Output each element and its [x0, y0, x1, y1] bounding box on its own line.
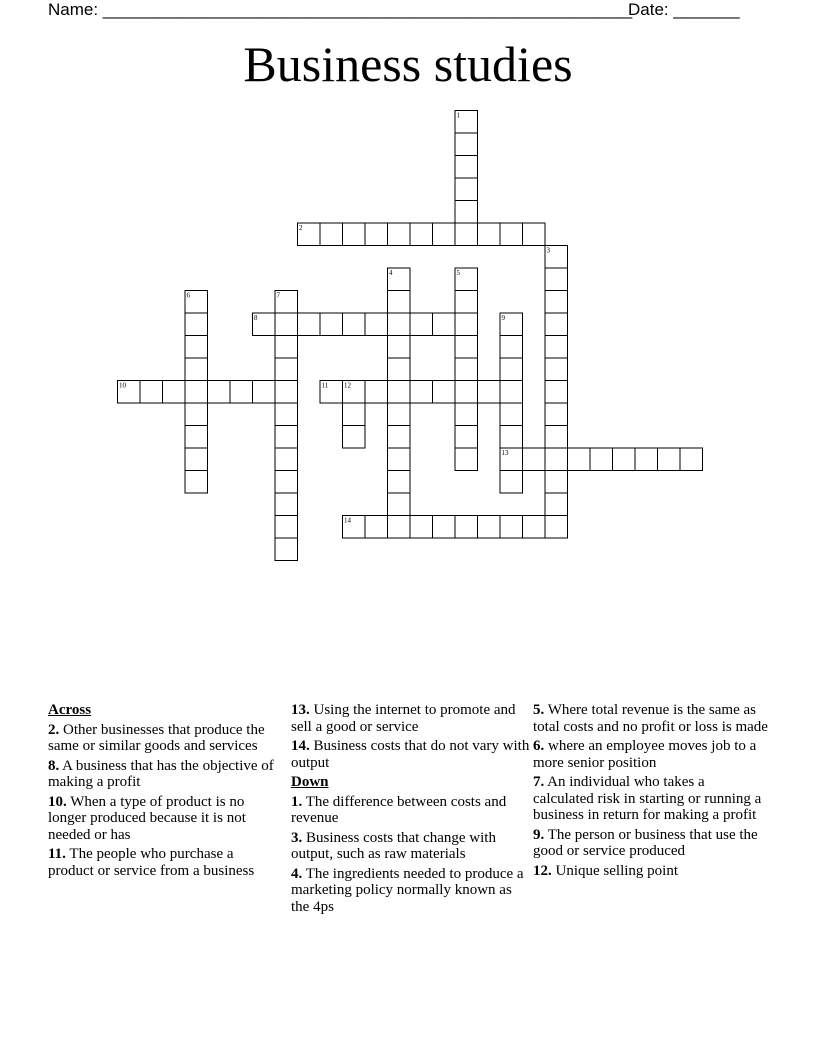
cell-number: 3 [546, 246, 550, 255]
clues-column-3 [533, 702, 769, 882]
grid-cell[interactable] [455, 516, 478, 539]
grid-cell[interactable] [140, 381, 163, 404]
grid-cell[interactable] [388, 403, 411, 426]
grid-cell[interactable] [545, 291, 568, 314]
grid-cell[interactable] [275, 538, 298, 561]
clue-text: A business that has the objective of making a profit [48, 757, 274, 790]
name-field-label: Name: ________________________________________________________ [48, 0, 633, 19]
clue-down-6 [533, 738, 769, 771]
grid-cell[interactable] [523, 448, 546, 471]
clue-text: Other businesses that produce the same or similar goods and services [48, 721, 265, 754]
grid-cell[interactable] [613, 448, 636, 471]
grid-cell[interactable] [455, 201, 478, 224]
clues-column-2 [291, 702, 531, 918]
grid-cell[interactable] [275, 358, 298, 381]
grid-cell[interactable] [568, 448, 591, 471]
clue-down-5 [533, 702, 769, 735]
grid-cell[interactable] [388, 493, 411, 516]
clue-down-12 [533, 863, 769, 880]
clue-number: 11. [48, 846, 66, 862]
clue-across-14 [291, 738, 531, 771]
grid-cell[interactable] [298, 313, 321, 336]
grid-cell[interactable] [388, 313, 411, 336]
grid-cell[interactable] [455, 448, 478, 471]
grid-cell[interactable] [545, 358, 568, 381]
grid-cell[interactable] [388, 381, 411, 404]
grid-cell[interactable] [410, 381, 433, 404]
grid-cell[interactable] [680, 448, 703, 471]
clue-text: Business costs that change with output, such as raw materials [291, 829, 496, 862]
grid-cell[interactable] [478, 223, 501, 246]
cell-number: 5 [456, 269, 460, 277]
grid-cell[interactable] [545, 336, 568, 359]
grid-cell[interactable] [500, 358, 523, 381]
grid-cell[interactable] [455, 178, 478, 201]
grid-cell[interactable] [523, 223, 546, 246]
cell-number: 11 [321, 381, 329, 390]
clue-text: The difference between costs and revenue [291, 793, 507, 826]
grid-cell[interactable] [658, 448, 681, 471]
cell-number: 1 [456, 111, 460, 120]
cell-number: 8 [254, 314, 258, 322]
clue-text: The ingredients needed to produce a marketing policy normally known as the 4ps [291, 865, 524, 915]
clue-text: where an employee moves job to a more senior position [533, 738, 757, 771]
grid-cell[interactable] [545, 381, 568, 404]
clue-across-8 [48, 758, 276, 791]
clue-number: 3. [291, 829, 303, 846]
clue-text: The people who purchase a product or service from a business [48, 846, 255, 879]
clue-text: The person or business that use the good or service produced [533, 826, 758, 859]
clue-number: 1. [291, 793, 303, 810]
clue-number: 2. [48, 721, 60, 738]
down-heading: Down [291, 774, 329, 790]
clue-down-4 [291, 866, 531, 916]
clue-number: 12. [533, 862, 552, 879]
grid-cell[interactable] [275, 516, 298, 539]
cell-number: 6 [186, 291, 190, 300]
grid-cell[interactable] [253, 381, 276, 404]
grid-cell[interactable] [455, 291, 478, 314]
grid-cell[interactable] [500, 426, 523, 449]
grid-cell[interactable] [388, 223, 411, 246]
grid-cell[interactable] [545, 516, 568, 539]
clue-text: Where total revenue is the same as total costs and no profit or loss is made [533, 702, 768, 735]
grid-cell[interactable] [500, 223, 523, 246]
grid-cell[interactable] [185, 358, 208, 381]
grid-cell[interactable] [455, 358, 478, 381]
grid-cell[interactable] [388, 336, 411, 359]
grid-cell[interactable] [455, 133, 478, 156]
grid-cell[interactable] [185, 471, 208, 494]
grid-cell[interactable] [388, 516, 411, 539]
grid-cell[interactable] [365, 313, 388, 336]
grid-cell[interactable] [500, 516, 523, 539]
grid-cell[interactable] [185, 448, 208, 471]
grid-cell[interactable] [185, 381, 208, 404]
grid-cell[interactable] [433, 313, 456, 336]
grid-cell[interactable] [410, 313, 433, 336]
grid-cell[interactable] [523, 516, 546, 539]
grid-cell[interactable] [545, 448, 568, 471]
clue-text: Using the internet to promote and sell a good or service [291, 702, 516, 735]
cell-number: 10 [119, 381, 126, 390]
grid-cell[interactable] [275, 403, 298, 426]
grid-cell[interactable] [433, 381, 456, 404]
grid-cell[interactable] [455, 313, 478, 336]
grid-cell[interactable] [185, 403, 208, 426]
grid-cell[interactable] [343, 313, 366, 336]
clues-column-1 [48, 702, 276, 882]
clue-number: 9. [533, 826, 545, 843]
grid-cell[interactable] [500, 403, 523, 426]
clue-number: 10. [48, 793, 67, 810]
clue-down-3 [291, 830, 531, 863]
cell-number: 2 [299, 224, 303, 232]
grid-cell[interactable] [635, 448, 658, 471]
grid-cell[interactable] [388, 448, 411, 471]
grid-cell[interactable] [275, 336, 298, 359]
grid-cell[interactable] [388, 471, 411, 494]
grid-cell[interactable] [365, 516, 388, 539]
clue-down-7 [533, 774, 769, 824]
grid-cell[interactable] [500, 381, 523, 404]
grid-cell[interactable] [455, 156, 478, 179]
grid-cell[interactable] [478, 381, 501, 404]
grid-cell[interactable] [343, 403, 366, 426]
grid-cell[interactable] [275, 313, 298, 336]
grid-cell[interactable] [545, 471, 568, 494]
cell-number: 9 [501, 314, 505, 322]
grid-cell[interactable] [275, 471, 298, 494]
grid-cell[interactable] [388, 291, 411, 314]
across-heading: Across [48, 702, 92, 718]
cell-number: 12 [344, 381, 351, 390]
clue-number: 4. [291, 865, 303, 882]
cell-number: 13 [501, 449, 509, 457]
grid-cell[interactable] [545, 493, 568, 516]
grid-cell[interactable] [208, 381, 231, 404]
grid-cell[interactable] [365, 381, 388, 404]
clue-text: Unique selling point [551, 862, 678, 879]
grid-cell[interactable] [433, 516, 456, 539]
clue-text: When a type of product is no longer produced because it is not needed or has [48, 793, 246, 843]
cell-number: 7 [276, 291, 280, 300]
clue-number: 14. [291, 738, 310, 754]
grid-cell[interactable] [410, 516, 433, 539]
grid-cell[interactable] [275, 426, 298, 449]
grid-cell[interactable] [433, 223, 456, 246]
grid-cell[interactable] [545, 426, 568, 449]
cell-number: 14 [344, 516, 351, 525]
grid-cell[interactable] [343, 223, 366, 246]
grid-cell[interactable] [343, 426, 366, 449]
clue-across-13 [291, 702, 531, 735]
grid-cell[interactable] [590, 448, 613, 471]
grid-cell[interactable] [163, 381, 186, 404]
grid-cell[interactable] [230, 381, 253, 404]
grid-cell[interactable] [320, 313, 343, 336]
grid-cell[interactable] [478, 516, 501, 539]
grid-cell[interactable] [545, 268, 568, 291]
grid-cell[interactable] [275, 493, 298, 516]
clue-across-2 [48, 722, 276, 755]
grid-cell[interactable] [455, 426, 478, 449]
grid-cell[interactable] [410, 223, 433, 246]
grid-cell[interactable] [388, 358, 411, 381]
date-field-label: Date: _______ [628, 0, 740, 19]
grid-cell[interactable] [500, 471, 523, 494]
clue-number: 6. [533, 738, 545, 754]
grid-cell[interactable] [455, 336, 478, 359]
grid-cell[interactable] [388, 426, 411, 449]
grid-cell[interactable] [365, 223, 388, 246]
grid-cell[interactable] [545, 313, 568, 336]
grid-cell[interactable] [500, 336, 523, 359]
grid-cell[interactable] [185, 313, 208, 336]
clue-text: An individual who takes a calculated risk in starting or running a business in return for making a profit [533, 774, 762, 823]
clue-number: 7. [533, 774, 545, 790]
clue-across-11 [48, 846, 276, 879]
grid-cell[interactable] [455, 381, 478, 404]
clue-number: 13. [291, 702, 310, 718]
clue-down-9 [533, 827, 769, 860]
clue-number: 8. [48, 757, 60, 774]
grid-cell[interactable] [545, 403, 568, 426]
cell-number: 4 [389, 269, 393, 277]
grid-cell[interactable] [320, 223, 343, 246]
clue-across-10 [48, 794, 276, 844]
grid-cell[interactable] [455, 223, 478, 246]
clue-text: Business costs that do not vary with output [291, 738, 530, 771]
clue-down-1 [291, 794, 531, 827]
grid-cell[interactable] [275, 381, 298, 404]
grid-cell[interactable] [275, 448, 298, 471]
grid-cell[interactable] [185, 426, 208, 449]
grid-cell[interactable] [185, 336, 208, 359]
page-title: Business studies [243, 36, 573, 92]
clue-number: 5. [533, 702, 545, 718]
grid-cell[interactable] [455, 403, 478, 426]
